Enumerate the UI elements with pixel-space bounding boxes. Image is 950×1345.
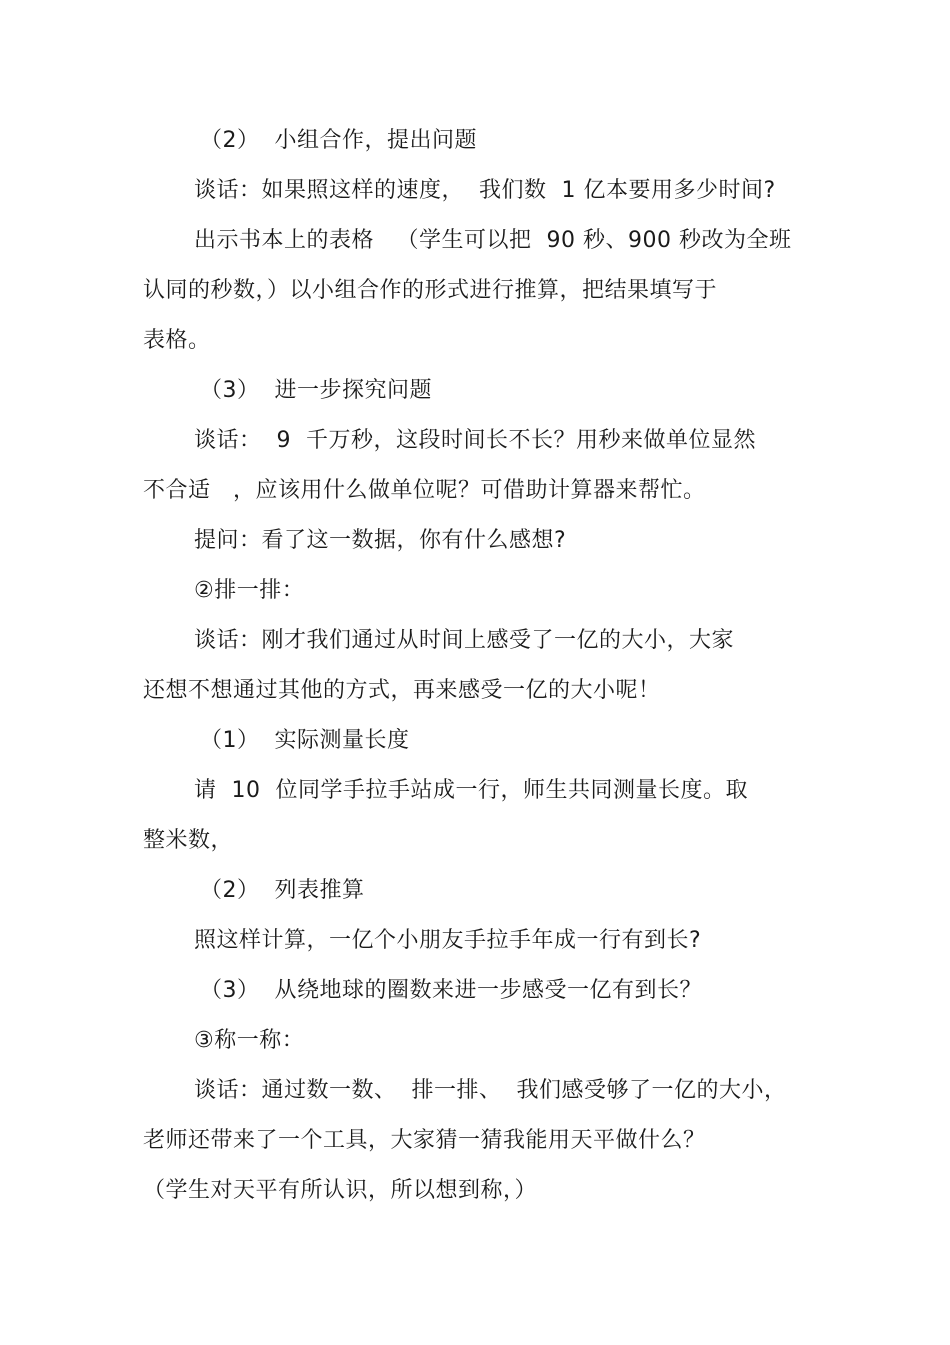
subheading-measure-length: （1） 实际测量长度 [200,728,410,753]
paragraph-talk-weigh: 谈话：通过数一数、 排一排、 我们感受够了一亿的大小， [194,1078,787,1103]
paragraph-show-table: 出示书本上的表格 （学生可以把 90 秒、900 秒改为全班 [194,228,792,253]
paragraph-ten-students-cont: 整米数， [143,828,234,853]
paragraph-talk-seconds-cont: 不合适 ，应该用什么做单位呢？可借助计算器来帮忙。 [143,478,706,503]
paragraph-talk-speed: 谈话：如果照这样的速度， 我们数 1 亿本要用多少时间? [194,178,776,203]
paragraph-talk-weigh-cont: 老师还带来了一个工具，大家猜一猜我能用天平做什么？ [143,1128,706,1153]
paragraph-show-table-end: 表格。 [143,328,211,353]
subheading-explore: （3） 进一步探究问题 [200,378,432,403]
subheading-group-work: （2） 小组合作，提出问题 [200,128,477,153]
section-heading-weigh: ③称一称： [194,1028,305,1053]
section-heading-line-up: ②排一排： [194,578,305,603]
subheading-table-calc: （2） 列表推算 [200,878,365,903]
paragraph-show-table-cont: 认同的秒数，）以小组合作的形式进行推算，把结果填写于 [143,278,718,303]
paragraph-ten-students: 请 10 位同学手拉手站成一行，师生共同测量长度。取 [194,778,748,803]
subheading-earth-laps: （3） 从绕地球的圈数来进一步感受一亿有到长？ [200,978,702,1003]
paragraph-talk-other-ways: 谈话：刚才我们通过从时间上感受了一亿的大小，大家 [194,628,735,653]
paragraph-question-feelings: 提问：看了这一数据，你有什么感想? [194,528,567,553]
paragraph-calc-length: 照这样计算，一亿个小朋友手拉手年成一行有到长? [194,928,702,953]
paragraph-talk-other-ways-cont: 还想不想通过其他的方式，再来感受一亿的大小呢！ [143,678,661,703]
paragraph-talk-seconds: 谈话： 9 千万秒，这段时间长不长？用秒来做单位显然 [194,428,756,453]
paragraph-students-balance: （学生对天平有所认识，所以想到称，） [143,1178,538,1203]
